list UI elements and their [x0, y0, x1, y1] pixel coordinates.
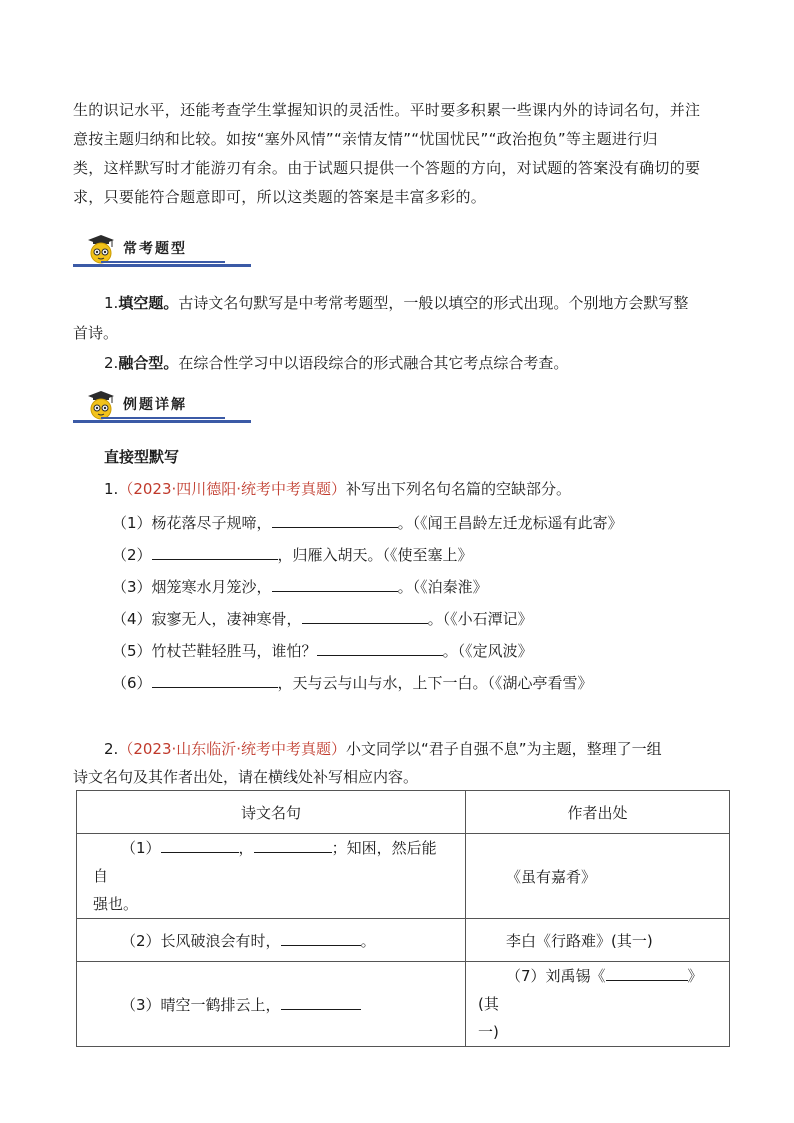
section-header-examples: [73, 390, 253, 430]
table-header-cell: 诗文名句: [77, 791, 466, 834]
header-underline-inner: [101, 417, 225, 419]
header-underline: [73, 264, 251, 267]
q1-item-3: （3）烟笼寒水月笼沙， 。（《泊秦淮》: [112, 578, 488, 596]
question-source: （2023·山东临沂·统考中考真题）: [118, 740, 347, 758]
q1-item-2: （2） ，归雁入胡天。（《使至塞上》: [112, 546, 473, 564]
question-2-stem-cont: 诗文名句及其作者出处，请在横线处补写相应内容。: [73, 768, 419, 786]
answer-blank[interactable]: [317, 641, 443, 656]
section-header-common-types: [73, 234, 253, 274]
q1-item-1: （1）杨花落尽子规啼， 。（《闻王昌龄左迁龙标遥有此寄》: [112, 514, 623, 532]
intro-line: 求，只要能符合题意即可，所以这类题的答案是丰富多彩的。: [73, 188, 487, 206]
type-item-1: 1.填空题。古诗文名句默写是中考常考题型，一般以填空的形式出现。个别地方会默写整: [104, 294, 689, 312]
table-row: [77, 834, 730, 919]
table-row: [77, 962, 730, 1047]
table-cell: （1） ， ；知困，然后能自 强也。: [77, 834, 466, 919]
scholar-mascot-icon: [87, 234, 115, 264]
intro-paragraph: [73, 96, 728, 212]
answer-blank[interactable]: [254, 838, 332, 853]
subsection-title: 直接型默写: [104, 448, 180, 466]
section-title: 例题详解: [123, 397, 187, 413]
table-header-cell: 作者出处: [466, 791, 730, 834]
table-cell: 李白《行路难》(其一): [466, 919, 730, 962]
answer-blank[interactable]: [272, 577, 398, 592]
table-cell: （7）刘禹锡《 》(其 一): [466, 962, 730, 1047]
answer-blank[interactable]: [272, 513, 398, 528]
question-2-stem: 2.（2023·山东临沂·统考中考真题）小文同学以“君子自强不息”为主题，整理了一组: [104, 740, 662, 758]
answer-blank[interactable]: [281, 931, 361, 946]
type-item-1-cont: 首诗。: [73, 324, 119, 342]
question-1-stem: 1.（2023·四川德阳·统考中考真题）补写出下列名句名篇的空缺部分。: [104, 480, 572, 498]
answer-blank[interactable]: [152, 673, 278, 688]
table-row: [77, 919, 730, 962]
answer-blank[interactable]: [606, 966, 688, 981]
q1-item-4: （4）寂寥无人，凄神寒骨， 。（《小石潭记》: [112, 610, 533, 628]
intro-line: 类，这样默写时才能游刃有余。由于试题只提供一个答题的方向，对试题的答案没有确切的要: [73, 159, 701, 177]
answer-blank[interactable]: [152, 545, 278, 560]
table-header-row: [77, 791, 730, 834]
q1-item-5: （5）竹杖芒鞋轻胜马，谁怕？ 。（《定风波》: [112, 642, 533, 660]
question-source: （2023·四川德阳·统考中考真题）: [118, 480, 347, 498]
intro-line: 生的识记水平，还能考查学生掌握知识的灵活性。平时要多积累一些课内外的诗词名句，并注: [73, 101, 701, 119]
type-item-2: 2.融合型。在综合性学习中以语段综合的形式融合其它考点综合考查。: [104, 354, 569, 372]
header-underline-inner: [101, 261, 225, 263]
table-cell: （2）长风破浪会有时， 。: [77, 919, 466, 962]
table-cell: 《虽有嘉肴》: [466, 834, 730, 919]
intro-line: 意按主题归纳和比较。如按“塞外风情”“亲情友情”“忧国忧民”“政治抱负”等主题进行归: [73, 130, 658, 148]
table-cell: （3）晴空一鹤排云上，: [77, 962, 466, 1047]
poem-source-table: [76, 790, 730, 1047]
scholar-mascot-icon: [87, 390, 115, 420]
answer-blank[interactable]: [302, 609, 428, 624]
section-title: 常考题型: [123, 241, 187, 257]
q1-item-6: （6） ，天与云与山与水，上下一白。（《湖心亭看雪》: [112, 674, 593, 692]
answer-blank[interactable]: [281, 995, 361, 1010]
header-underline: [73, 420, 251, 423]
answer-blank[interactable]: [161, 838, 239, 853]
